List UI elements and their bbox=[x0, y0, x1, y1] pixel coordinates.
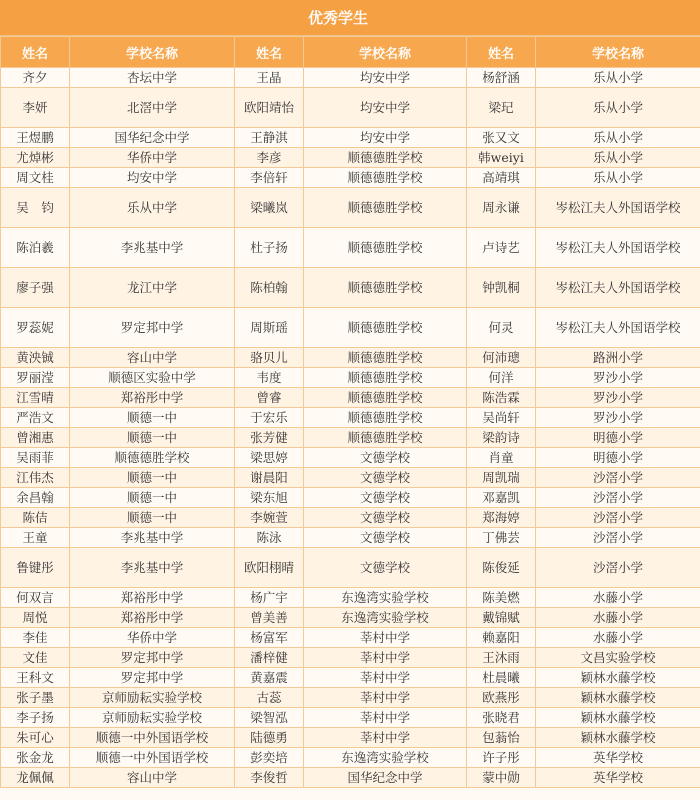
table-row bbox=[1, 728, 700, 748]
school-name-cell: 罗定邦中学 bbox=[70, 668, 235, 688]
school-name-cell: 顺德德胜学校 bbox=[304, 408, 467, 428]
student-name-cell: 谢晨阳 bbox=[235, 468, 304, 488]
school-name-cell: 文德学校 bbox=[304, 508, 467, 528]
school-name-cell: 文德学校 bbox=[304, 528, 467, 548]
student-name-cell: 蒙中勋 bbox=[467, 768, 536, 788]
students-table bbox=[0, 36, 700, 788]
school-name-cell: 莘村中学 bbox=[304, 648, 467, 668]
school-name-cell: 颖林水藤学校 bbox=[536, 708, 700, 728]
student-name-cell: 邓嘉凯 bbox=[467, 488, 536, 508]
student-name-cell: 王科文 bbox=[1, 668, 70, 688]
student-name-cell: 李子扬 bbox=[1, 708, 70, 728]
student-name-cell: 吴 钧 bbox=[1, 188, 70, 228]
table-row bbox=[1, 448, 700, 468]
school-name-cell: 容山中学 bbox=[70, 768, 235, 788]
school-name-cell: 京师励耘实验学校 bbox=[70, 708, 235, 728]
school-name-cell: 文德学校 bbox=[304, 548, 467, 588]
student-name-cell: 何双言 bbox=[1, 588, 70, 608]
school-name-cell: 顺德德胜学校 bbox=[304, 268, 467, 308]
school-name-cell: 沙滘小学 bbox=[536, 488, 700, 508]
school-name-cell: 莘村中学 bbox=[304, 728, 467, 748]
student-name-cell: 黄嘉震 bbox=[235, 668, 304, 688]
school-name-cell: 东逸湾实验学校 bbox=[304, 748, 467, 768]
table-row bbox=[1, 608, 700, 628]
student-name-cell: 江伟杰 bbox=[1, 468, 70, 488]
student-name-cell: 潘梓健 bbox=[235, 648, 304, 668]
student-name-cell: 韩weiyi bbox=[467, 148, 536, 168]
school-name-cell: 顺德一中 bbox=[70, 488, 235, 508]
school-name-cell: 均安中学 bbox=[304, 88, 467, 128]
school-name-cell: 颖林水藤学校 bbox=[536, 668, 700, 688]
student-name-cell: 欧阳栩晴 bbox=[235, 548, 304, 588]
student-name-cell: 梁东旭 bbox=[235, 488, 304, 508]
school-name-cell: 岑松江夫人外国语学校 bbox=[536, 228, 700, 268]
table-row bbox=[1, 688, 700, 708]
student-name-cell: 赖嘉阳 bbox=[467, 628, 536, 648]
school-name-cell: 文德学校 bbox=[304, 448, 467, 468]
table-row bbox=[1, 348, 700, 368]
student-name-cell: 梁思婷 bbox=[235, 448, 304, 468]
student-name-cell: 梁曦岚 bbox=[235, 188, 304, 228]
school-name-cell: 华侨中学 bbox=[70, 628, 235, 648]
table-row bbox=[1, 128, 700, 148]
student-name-cell: 陈柏翰 bbox=[235, 268, 304, 308]
table-row bbox=[1, 168, 700, 188]
table-row bbox=[1, 308, 700, 348]
school-name-cell: 莘村中学 bbox=[304, 688, 467, 708]
school-name-cell: 顺德一中外国语学校 bbox=[70, 728, 235, 748]
student-name-cell: 周文桂 bbox=[1, 168, 70, 188]
school-name-cell: 水藤小学 bbox=[536, 628, 700, 648]
school-name-cell: 乐从小学 bbox=[536, 68, 700, 88]
school-name-cell: 路洲小学 bbox=[536, 348, 700, 368]
student-name-cell: 张晓君 bbox=[467, 708, 536, 728]
student-name-cell: 罗蕊妮 bbox=[1, 308, 70, 348]
school-name-cell: 顺德德胜学校 bbox=[304, 368, 467, 388]
table-row bbox=[1, 368, 700, 388]
student-name-cell: 杜子扬 bbox=[235, 228, 304, 268]
school-name-cell: 顺德德胜学校 bbox=[70, 448, 235, 468]
student-name-cell: 梁智泓 bbox=[235, 708, 304, 728]
page-title: 优秀学生 bbox=[0, 0, 700, 36]
student-name-cell: 郑海婷 bbox=[467, 508, 536, 528]
school-name-cell: 北滘中学 bbox=[70, 88, 235, 128]
table-row bbox=[1, 628, 700, 648]
table-row bbox=[1, 748, 700, 768]
table-row bbox=[1, 428, 700, 448]
school-name-cell: 顺德德胜学校 bbox=[304, 168, 467, 188]
school-name-cell: 顺德德胜学校 bbox=[304, 388, 467, 408]
school-name-cell: 郑裕彤中学 bbox=[70, 608, 235, 628]
school-name-cell: 英华学校 bbox=[536, 748, 700, 768]
school-name-cell: 罗沙小学 bbox=[536, 388, 700, 408]
table-row bbox=[1, 408, 700, 428]
student-name-cell: 吴雨菲 bbox=[1, 448, 70, 468]
student-name-cell: 彭奕培 bbox=[235, 748, 304, 768]
student-name-cell: 王静淇 bbox=[235, 128, 304, 148]
school-name-cell: 文德学校 bbox=[304, 468, 467, 488]
school-name-cell: 顺德德胜学校 bbox=[304, 308, 467, 348]
student-name-cell: 李彦 bbox=[235, 148, 304, 168]
student-name-cell: 朱可心 bbox=[1, 728, 70, 748]
student-name-cell: 王童 bbox=[1, 528, 70, 548]
student-name-cell: 尤焯彬 bbox=[1, 148, 70, 168]
school-name-cell: 莘村中学 bbox=[304, 668, 467, 688]
student-name-cell: 黄泱铖 bbox=[1, 348, 70, 368]
student-name-cell: 陈佶 bbox=[1, 508, 70, 528]
student-name-cell: 陈泊羲 bbox=[1, 228, 70, 268]
student-name-cell: 齐夕 bbox=[1, 68, 70, 88]
school-name-cell: 顺德德胜学校 bbox=[304, 228, 467, 268]
student-name-cell: 梁玘 bbox=[467, 88, 536, 128]
header-name-2: 姓名 bbox=[235, 37, 304, 68]
school-name-cell: 乐从小学 bbox=[536, 88, 700, 128]
student-name-cell: 骆贝儿 bbox=[235, 348, 304, 368]
student-name-cell: 何洋 bbox=[467, 368, 536, 388]
school-name-cell: 京师励耘实验学校 bbox=[70, 688, 235, 708]
student-name-cell: 吴尚轩 bbox=[467, 408, 536, 428]
student-name-cell: 陈美燃 bbox=[467, 588, 536, 608]
student-name-cell: 韦度 bbox=[235, 368, 304, 388]
school-name-cell: 罗沙小学 bbox=[536, 408, 700, 428]
student-name-cell: 于宏乐 bbox=[235, 408, 304, 428]
student-name-cell: 丁佛芸 bbox=[467, 528, 536, 548]
table-row bbox=[1, 588, 700, 608]
school-name-cell: 东逸湾实验学校 bbox=[304, 608, 467, 628]
school-name-cell: 乐从中学 bbox=[70, 188, 235, 228]
student-name-cell: 陈浩霖 bbox=[467, 388, 536, 408]
student-name-cell: 欧燕彤 bbox=[467, 688, 536, 708]
table-row bbox=[1, 528, 700, 548]
school-name-cell: 东逸湾实验学校 bbox=[304, 588, 467, 608]
student-name-cell: 张又文 bbox=[467, 128, 536, 148]
student-name-cell: 罗丽滢 bbox=[1, 368, 70, 388]
school-name-cell: 郑裕彤中学 bbox=[70, 588, 235, 608]
table-row bbox=[1, 668, 700, 688]
school-name-cell: 均安中学 bbox=[70, 168, 235, 188]
table-row bbox=[1, 648, 700, 668]
school-name-cell: 李兆基中学 bbox=[70, 228, 235, 268]
school-name-cell: 罗定邦中学 bbox=[70, 308, 235, 348]
student-name-cell: 王晶 bbox=[235, 68, 304, 88]
student-name-cell: 周永谦 bbox=[467, 188, 536, 228]
student-name-cell: 何沛璁 bbox=[467, 348, 536, 368]
student-name-cell: 张金龙 bbox=[1, 748, 70, 768]
school-name-cell: 顺德一中外国语学校 bbox=[70, 748, 235, 768]
student-name-cell: 王煜鹏 bbox=[1, 128, 70, 148]
school-name-cell: 岑松江夫人外国语学校 bbox=[536, 308, 700, 348]
student-name-cell: 张芳健 bbox=[235, 428, 304, 448]
student-name-cell: 杨富军 bbox=[235, 628, 304, 648]
school-name-cell: 顺德一中 bbox=[70, 468, 235, 488]
school-name-cell: 国华纪念中学 bbox=[70, 128, 235, 148]
student-name-cell: 周凯瑞 bbox=[467, 468, 536, 488]
header-name-3: 姓名 bbox=[467, 37, 536, 68]
school-name-cell: 李兆基中学 bbox=[70, 548, 235, 588]
table-row bbox=[1, 508, 700, 528]
student-name-cell: 文佳 bbox=[1, 648, 70, 668]
student-name-cell: 陈泳 bbox=[235, 528, 304, 548]
table-row bbox=[1, 68, 700, 88]
school-name-cell: 国华纪念中学 bbox=[304, 768, 467, 788]
student-name-cell: 周斯瑶 bbox=[235, 308, 304, 348]
school-name-cell: 文德学校 bbox=[304, 488, 467, 508]
school-name-cell: 华侨中学 bbox=[70, 148, 235, 168]
student-name-cell: 欧阳靖怡 bbox=[235, 88, 304, 128]
school-name-cell: 龙江中学 bbox=[70, 268, 235, 308]
student-name-cell: 李倍轩 bbox=[235, 168, 304, 188]
school-name-cell: 李兆基中学 bbox=[70, 528, 235, 548]
school-name-cell: 顺德一中 bbox=[70, 508, 235, 528]
school-name-cell: 文昌实验学校 bbox=[536, 648, 700, 668]
school-name-cell: 岑松江夫人外国语学校 bbox=[536, 268, 700, 308]
table-row bbox=[1, 708, 700, 728]
school-name-cell: 沙滘小学 bbox=[536, 468, 700, 488]
student-name-cell: 戴锦赋 bbox=[467, 608, 536, 628]
student-name-cell: 李俊哲 bbox=[235, 768, 304, 788]
student-name-cell: 王沐雨 bbox=[467, 648, 536, 668]
student-name-cell: 龙佩佩 bbox=[1, 768, 70, 788]
student-name-cell: 曾湘惠 bbox=[1, 428, 70, 448]
table-row bbox=[1, 148, 700, 168]
school-name-cell: 顺德德胜学校 bbox=[304, 188, 467, 228]
student-name-cell: 高靖琪 bbox=[467, 168, 536, 188]
school-name-cell: 英华学校 bbox=[536, 768, 700, 788]
table-row bbox=[1, 548, 700, 588]
school-name-cell: 乐从小学 bbox=[536, 148, 700, 168]
student-name-cell: 李佳 bbox=[1, 628, 70, 648]
student-name-cell: 严浩文 bbox=[1, 408, 70, 428]
school-name-cell: 乐从小学 bbox=[536, 168, 700, 188]
student-name-cell: 陈俊延 bbox=[467, 548, 536, 588]
school-name-cell: 颖林水藤学校 bbox=[536, 728, 700, 748]
student-name-cell: 梁韵诗 bbox=[467, 428, 536, 448]
table-body bbox=[1, 68, 700, 788]
student-name-cell: 钟凯桐 bbox=[467, 268, 536, 308]
school-name-cell: 顺德一中 bbox=[70, 408, 235, 428]
table-row bbox=[1, 388, 700, 408]
table-row bbox=[1, 88, 700, 128]
header-school-3: 学校名称 bbox=[536, 37, 700, 68]
school-name-cell: 岑松江夫人外国语学校 bbox=[536, 188, 700, 228]
school-name-cell: 水藤小学 bbox=[536, 608, 700, 628]
header-school-1: 学校名称 bbox=[70, 37, 235, 68]
student-name-cell: 江雪晴 bbox=[1, 388, 70, 408]
school-name-cell: 罗定邦中学 bbox=[70, 648, 235, 668]
school-name-cell: 明德小学 bbox=[536, 448, 700, 468]
student-name-cell: 曾美善 bbox=[235, 608, 304, 628]
student-name-cell: 杨舒涵 bbox=[467, 68, 536, 88]
school-name-cell: 罗沙小学 bbox=[536, 368, 700, 388]
school-name-cell: 均安中学 bbox=[304, 68, 467, 88]
school-name-cell: 郑裕彤中学 bbox=[70, 388, 235, 408]
school-name-cell: 顺德一中 bbox=[70, 428, 235, 448]
school-name-cell: 顺德德胜学校 bbox=[304, 348, 467, 368]
table-row bbox=[1, 228, 700, 268]
student-name-cell: 卢诗艺 bbox=[467, 228, 536, 268]
student-name-cell: 鲁键彤 bbox=[1, 548, 70, 588]
student-name-cell: 曾睿 bbox=[235, 388, 304, 408]
school-name-cell: 容山中学 bbox=[70, 348, 235, 368]
student-name-cell: 包蓊怡 bbox=[467, 728, 536, 748]
student-name-cell: 廖子强 bbox=[1, 268, 70, 308]
student-name-cell: 张子墨 bbox=[1, 688, 70, 708]
school-name-cell: 明德小学 bbox=[536, 428, 700, 448]
student-name-cell: 李妍 bbox=[1, 88, 70, 128]
table-row bbox=[1, 488, 700, 508]
table-row bbox=[1, 188, 700, 228]
student-name-cell: 陆德勇 bbox=[235, 728, 304, 748]
student-name-cell: 余昌翰 bbox=[1, 488, 70, 508]
student-name-cell: 李婉萱 bbox=[235, 508, 304, 528]
school-name-cell: 均安中学 bbox=[304, 128, 467, 148]
school-name-cell: 沙滘小学 bbox=[536, 528, 700, 548]
school-name-cell: 顺德德胜学校 bbox=[304, 148, 467, 168]
student-name-cell: 许子彤 bbox=[467, 748, 536, 768]
school-name-cell: 莘村中学 bbox=[304, 628, 467, 648]
student-name-cell: 杜晨曦 bbox=[467, 668, 536, 688]
school-name-cell: 水藤小学 bbox=[536, 588, 700, 608]
student-name-cell: 杨广宇 bbox=[235, 588, 304, 608]
table-row bbox=[1, 768, 700, 788]
school-name-cell: 沙滘小学 bbox=[536, 548, 700, 588]
school-name-cell: 莘村中学 bbox=[304, 708, 467, 728]
student-name-cell: 古蕊 bbox=[235, 688, 304, 708]
school-name-cell: 顺德区实验中学 bbox=[70, 368, 235, 388]
school-name-cell: 乐从小学 bbox=[536, 128, 700, 148]
header-school-2: 学校名称 bbox=[304, 37, 467, 68]
table-row bbox=[1, 268, 700, 308]
school-name-cell: 顺德德胜学校 bbox=[304, 428, 467, 448]
header-row bbox=[1, 37, 700, 68]
student-name-cell: 周悦 bbox=[1, 608, 70, 628]
student-name-cell: 肖童 bbox=[467, 448, 536, 468]
school-name-cell: 杏坛中学 bbox=[70, 68, 235, 88]
header-name-1: 姓名 bbox=[1, 37, 70, 68]
school-name-cell: 颖林水藤学校 bbox=[536, 688, 700, 708]
table-row bbox=[1, 468, 700, 488]
student-name-cell: 何灵 bbox=[467, 308, 536, 348]
school-name-cell: 沙滘小学 bbox=[536, 508, 700, 528]
